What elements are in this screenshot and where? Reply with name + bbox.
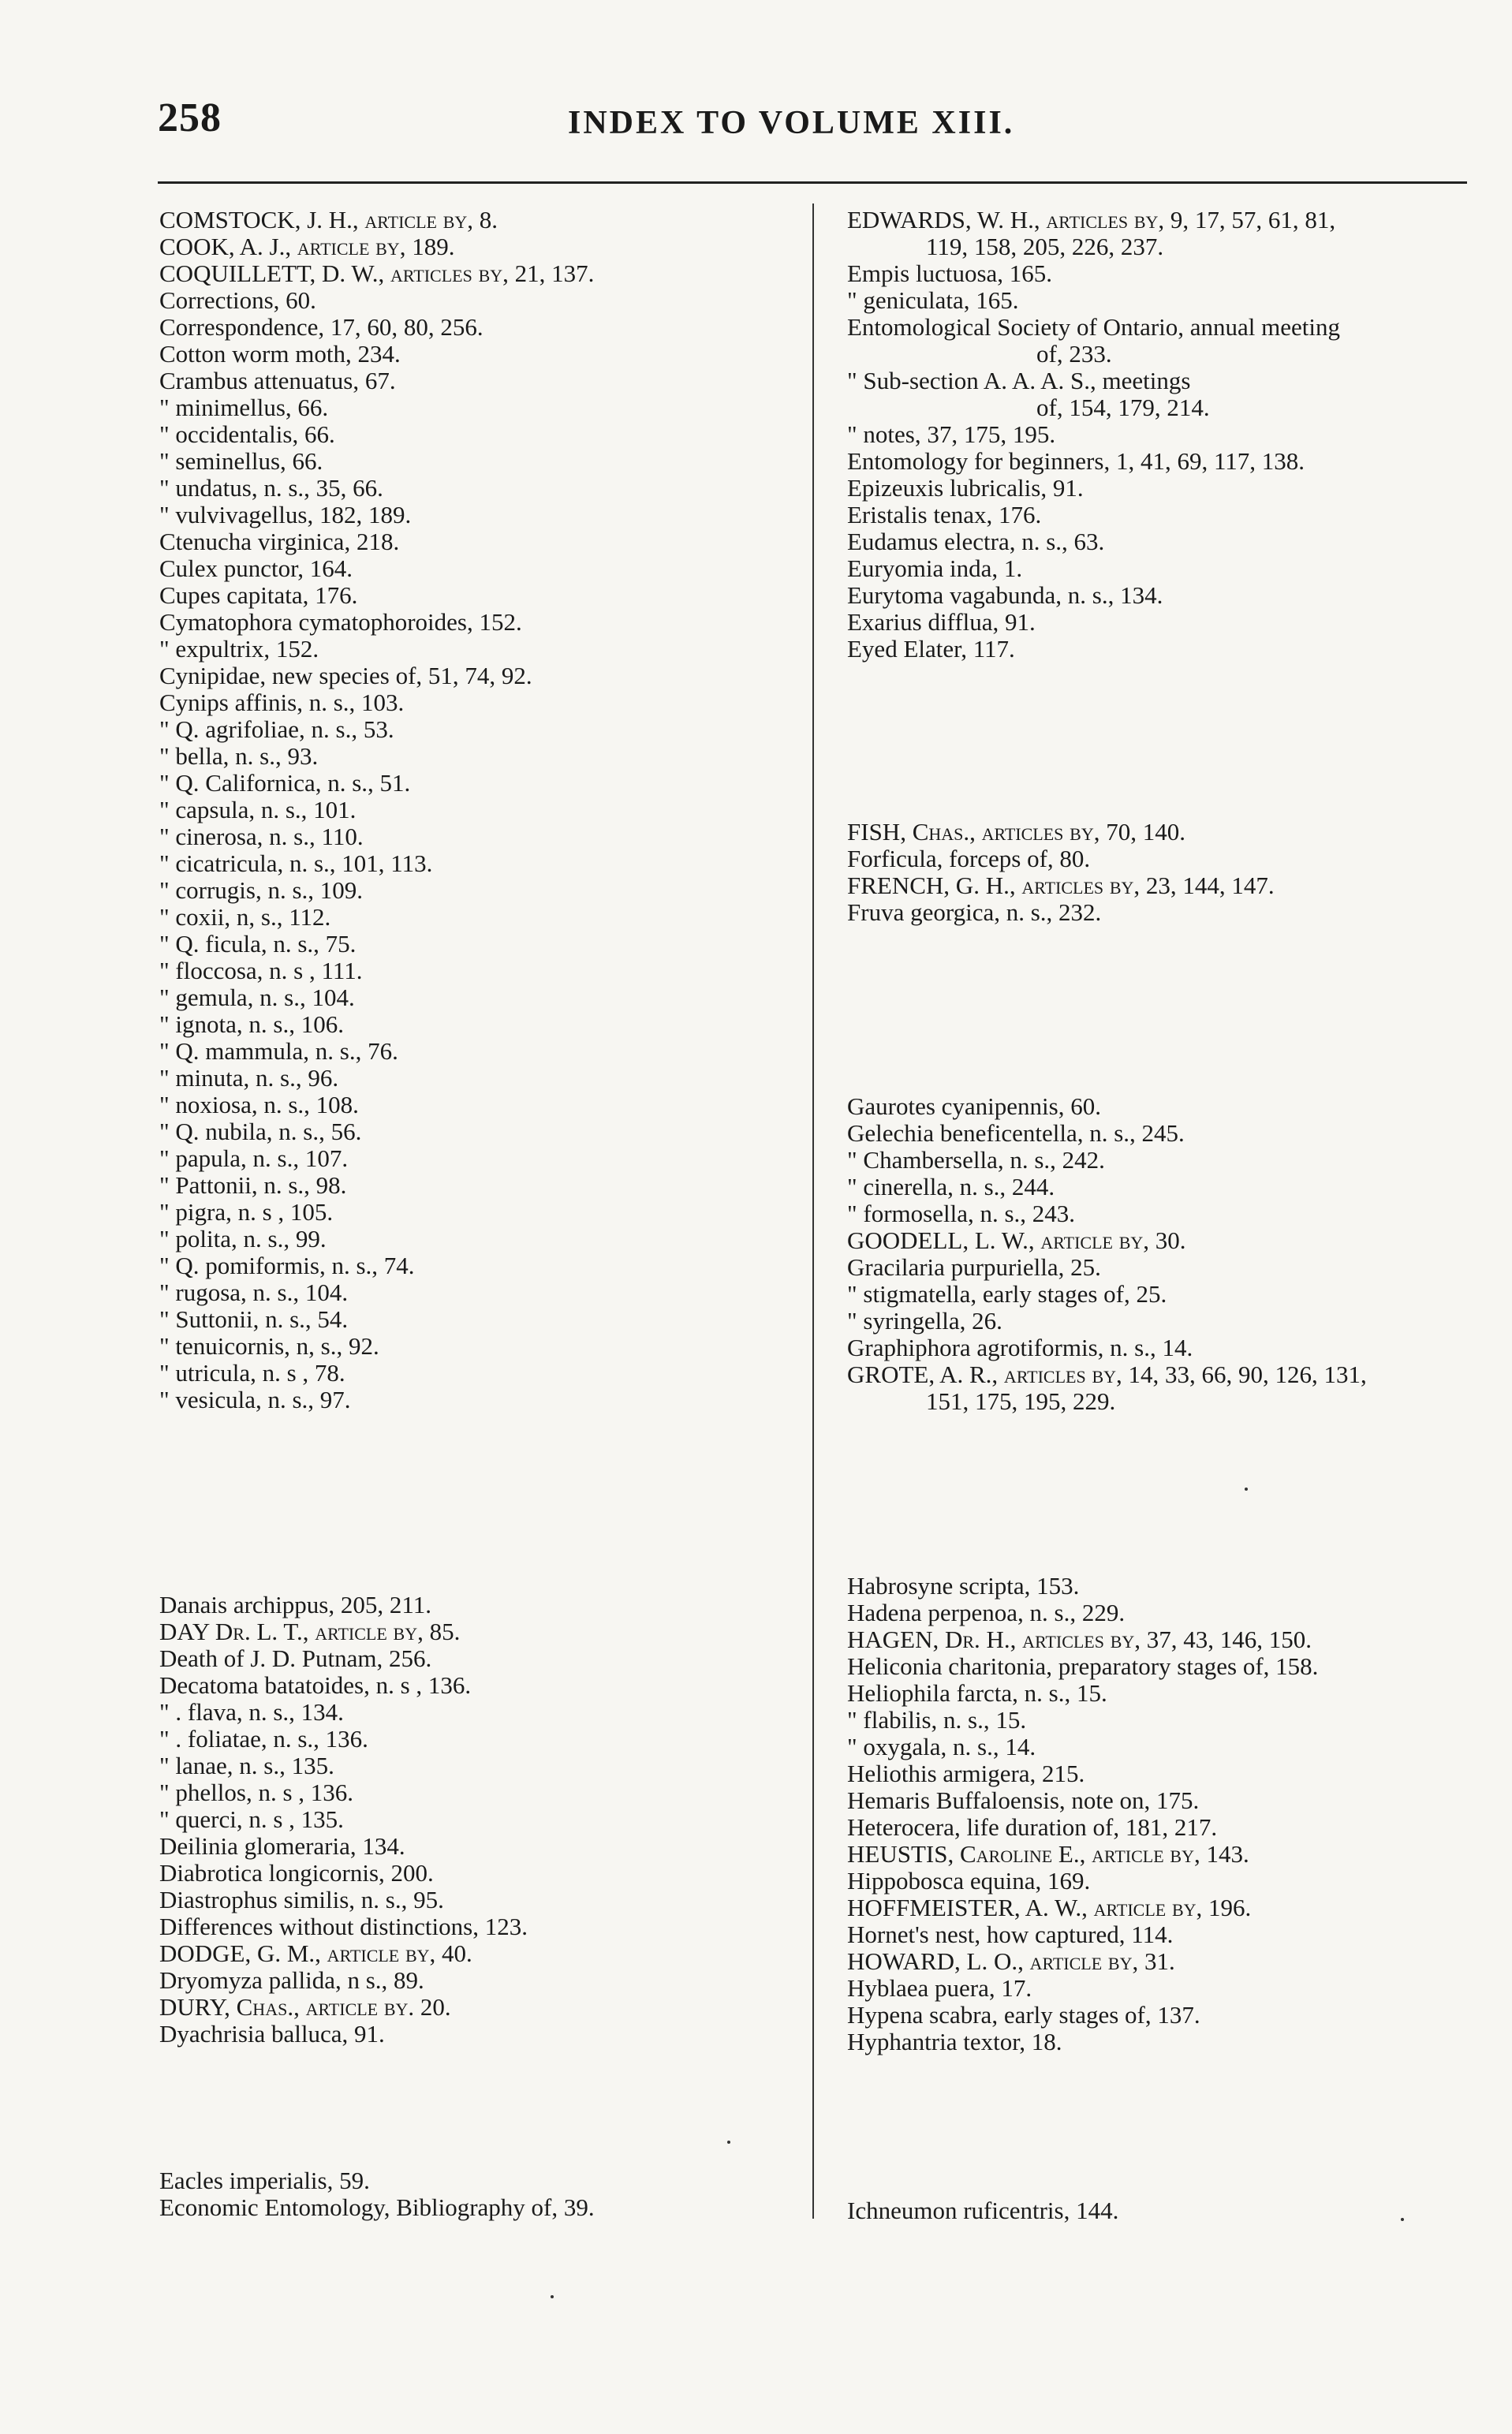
index-entry: " oxygala, n. s., 14. [847,1733,1036,1760]
index-entry: " . foliatae, n. s., 136. [159,1725,368,1753]
index-entry: " Suttonii, n. s., 54. [159,1305,349,1333]
index-entry: Differences without distinctions, 123. [159,1913,528,1940]
index-entry: Heliothis armigera, 215. [847,1760,1085,1787]
index-entry: of, 233. [1036,340,1112,368]
index-entry: Hadena perpenoa, n. s., 229. [847,1599,1126,1626]
index-entry: Cupes capitata, 176. [159,581,358,609]
index-entry: HAGEN, Dr. H., articles by, 37, 43, 146, 150. [847,1626,1312,1653]
index-entry: " vulvivagellus, 182, 189. [159,501,412,528]
index-entry: Cynips affinis, n. s., 103. [159,689,405,716]
index-entry: " tenuicornis, n, s., 92. [159,1332,379,1360]
index-entry: " syringella, 26. [847,1307,1002,1335]
index-entry: " cinerosa, n. s., 110. [159,823,364,850]
index-entry: GOODELL, L. W., article by, 30. [847,1226,1186,1254]
index-entry: " minuta, n. s., 96. [159,1064,339,1092]
index-entry: Corrections, 60. [159,286,316,314]
index-entry: " Pattonii, n. s., 98. [159,1171,347,1199]
index-entry: Ctenucha virginica, 218. [159,528,400,555]
index-entry: " utricula, n. s , 78. [159,1359,345,1387]
index-entry: DURY, Chas., article by. 20. [159,1993,451,2021]
index-entry: " querci, n. s , 135. [159,1805,344,1833]
index-entry: 119, 158, 205, 226, 237. [926,233,1164,260]
index-entry: Entomological Society of Ontario, annual meeting [847,313,1341,341]
index-entry: " vesicula, n. s., 97. [159,1386,351,1413]
index-entry: Eacles imperialis, 59. [159,2167,370,2194]
index-entry: Diastrophus similis, n. s., 95. [159,1886,444,1913]
index-entry: Forficula, forceps of, 80. [847,845,1091,872]
index-entry: EDWARDS, W. H., articles by, 9, 17, 57, 61, 81, [847,206,1336,233]
index-entry: " gemula, n. s., 104. [159,984,355,1011]
index-entry: Habrosyne scripta, 153. [847,1572,1080,1600]
index-entry: " pigra, n. s , 105. [159,1198,334,1226]
index-entry: DODGE, G. M., article by, 40. [159,1939,472,1967]
index-entry: Hippobosca equina, 169. [847,1867,1091,1895]
index-entry: Hemaris Buffaloensis, note on, 175. [847,1786,1200,1814]
index-entry: COOK, A. J., article by, 189. [159,233,455,260]
index-entry: " Q. Californica, n. s., 51. [159,769,411,797]
index-entry: COQUILLETT, D. W., articles by, 21, 137. [159,259,595,287]
index-entry: " undatus, n. s., 35, 66. [159,474,383,502]
index-entry: " papula, n. s., 107. [159,1144,349,1172]
index-entry: Correspondence, 17, 60, 80, 256. [159,313,483,341]
index-entry: Exarius difflua, 91. [847,608,1036,636]
print-speck [1245,1488,1248,1491]
page-number: 258 [158,95,222,140]
index-entry: 151, 175, 195, 229. [926,1387,1116,1415]
index-entry: Entomology for beginners, 1, 41, 69, 117, 138. [847,447,1305,475]
index-entry: Eristalis tenax, 176. [847,501,1042,528]
index-entry: Gracilaria purpuriella, 25. [847,1253,1101,1281]
index-entry: " seminellus, 66. [159,447,323,475]
index-entry: " Q. mammula, n. s., 76. [159,1037,398,1065]
index-entry: Deilinia glomeraria, 134. [159,1832,405,1860]
index-entry: Heliconia charitonia, preparatory stages of, 158. [847,1652,1319,1680]
column-divider [812,203,814,2219]
print-speck [727,2141,730,2144]
index-entry: " stigmatella, early stages of, 25. [847,1280,1167,1308]
index-entry: DAY Dr. L. T., article by, 85. [159,1618,461,1645]
index-entry: " Q. agrifoliae, n. s., 53. [159,715,394,743]
index-entry: Hyblaea puera, 17. [847,1974,1032,2002]
index-entry: " Chambersella, n. s., 242. [847,1146,1105,1174]
index-entry: FRENCH, G. H., articles by, 23, 144, 147. [847,872,1275,899]
index-entry: HOFFMEISTER, A. W., article by, 196. [847,1894,1252,1921]
index-group-e-left [159,2167,595,2221]
index-entry: " corrugis, n. s., 109. [159,876,364,904]
index-group-c [159,207,594,1413]
index-entry: Heliophila farcta, n. s., 15. [847,1679,1107,1707]
index-group-h [847,1573,1318,2055]
index-entry: Eudamus electra, n. s., 63. [847,528,1105,555]
index-entry: Dryomyza pallida, n s., 89. [159,1966,424,1994]
index-entry: " coxii, n, s., 112. [159,903,331,931]
print-speck [1401,2218,1404,2221]
index-entry: Cymatophora cymatophoroides, 152. [159,608,522,636]
index-entry: " noxiosa, n. s., 108. [159,1091,359,1118]
index-entry: " occidentalis, 66. [159,420,335,448]
index-entry: " lanae, n. s., 135. [159,1752,334,1779]
index-entry: Culex punctor, 164. [159,554,353,582]
index-entry: Death of J. D. Putnam, 256. [159,1644,432,1672]
index-group-e [847,207,1340,663]
index-entry: GROTE, A. R., articles by, 14, 33, 66, 90, 126, 131, [847,1361,1367,1388]
index-group-d [159,1592,528,2048]
index-entry: Epizeuxis lubricalis, 91. [847,474,1084,502]
index-entry: " rugosa, n. s., 104. [159,1279,349,1306]
index-entry: Dyachrisia balluca, 91. [159,2020,385,2048]
index-entry: Fruva georgica, n. s., 232. [847,898,1102,926]
index-entry: COMSTOCK, J. H., article by, 8. [159,206,498,233]
index-entry: " Q. nubila, n. s., 56. [159,1118,362,1145]
index-entry: " capsula, n. s., 101. [159,796,357,823]
index-entry: " . flava, n. s., 134. [159,1698,344,1726]
index-entry: " expultrix, 152. [159,635,319,663]
index-entry: " phellos, n. s , 136. [159,1779,354,1806]
index-entry: " polita, n. s., 99. [159,1225,327,1252]
index-entry: " bella, n. s., 93. [159,742,319,770]
index-entry: " Q. ficula, n. s., 75. [159,930,357,958]
index-entry: HEUSTIS, Caroline E., article by, 143. [847,1840,1249,1868]
index-entry: HOWARD, L. O., article by, 31. [847,1947,1175,1975]
index-entry: Danais archippus, 205, 211. [159,1591,431,1618]
index-entry: " floccosa, n. s , 111. [159,957,363,984]
index-group-g [847,1093,1367,1415]
index-entry: Hypena scabra, early stages of, 137. [847,2001,1200,2029]
index-entry: " Sub-section A. A. A. S., meetings [847,367,1191,394]
index-entry: Economic Entomology, Bibliography of, 39. [159,2193,595,2221]
index-entry: Hyphantria textor, 18. [847,2028,1062,2055]
index-entry: Cotton worm moth, 234. [159,340,401,368]
index-entry: Graphiphora agrotiformis, n. s., 14. [847,1334,1193,1361]
index-entry: " ignota, n. s., 106. [159,1010,344,1038]
index-entry: Eurytoma vagabunda, n. s., 134. [847,581,1163,609]
index-group-f [847,819,1275,926]
index-entry: Cynipidae, new species of, 51, 74, 92. [159,662,532,689]
index-entry: " cinerella, n. s., 244. [847,1173,1055,1200]
index-entry: Empis luctuosa, 165. [847,259,1053,287]
index-entry: Decatoma batatoides, n. s , 136. [159,1671,472,1699]
index-entry: " geniculata, 165. [847,286,1019,314]
index-group-i [847,2197,1118,2224]
index-entry: Hornet's nest, how captured, 114. [847,1921,1174,1948]
index-entry: " flabilis, n. s., 15. [847,1706,1027,1734]
index-entry: Eyed Elater, 117. [847,635,1015,663]
index-entry: Euryomia inda, 1. [847,554,1023,582]
index-entry: " Q. pomiformis, n. s., 74. [159,1252,415,1279]
index-entry: Gelechia beneficentella, n. s., 245. [847,1119,1185,1147]
index-entry: FISH, Chas., articles by, 70, 140. [847,818,1185,846]
index-entry: of, 154, 179, 214. [1036,394,1210,421]
index-entry: Crambus attenuatus, 67. [159,367,396,394]
index-entry: Ichneumon ruficentris, 144. [847,2197,1119,2224]
index-entry: " cicatricula, n. s., 101, 113. [159,849,433,877]
header-rule [158,181,1467,184]
index-entry: " notes, 37, 175, 195. [847,420,1056,448]
index-entry: " minimellus, 66. [159,394,329,421]
index-entry: Diabrotica longicornis, 200. [159,1859,434,1887]
print-speck [551,2295,554,2298]
index-entry: Gaurotes cyanipennis, 60. [847,1092,1101,1120]
page-title: INDEX TO VOLUME XIII. [568,105,1015,141]
index-entry: Heterocera, life duration of, 181, 217. [847,1813,1218,1841]
index-entry: " formosella, n. s., 243. [847,1200,1076,1227]
